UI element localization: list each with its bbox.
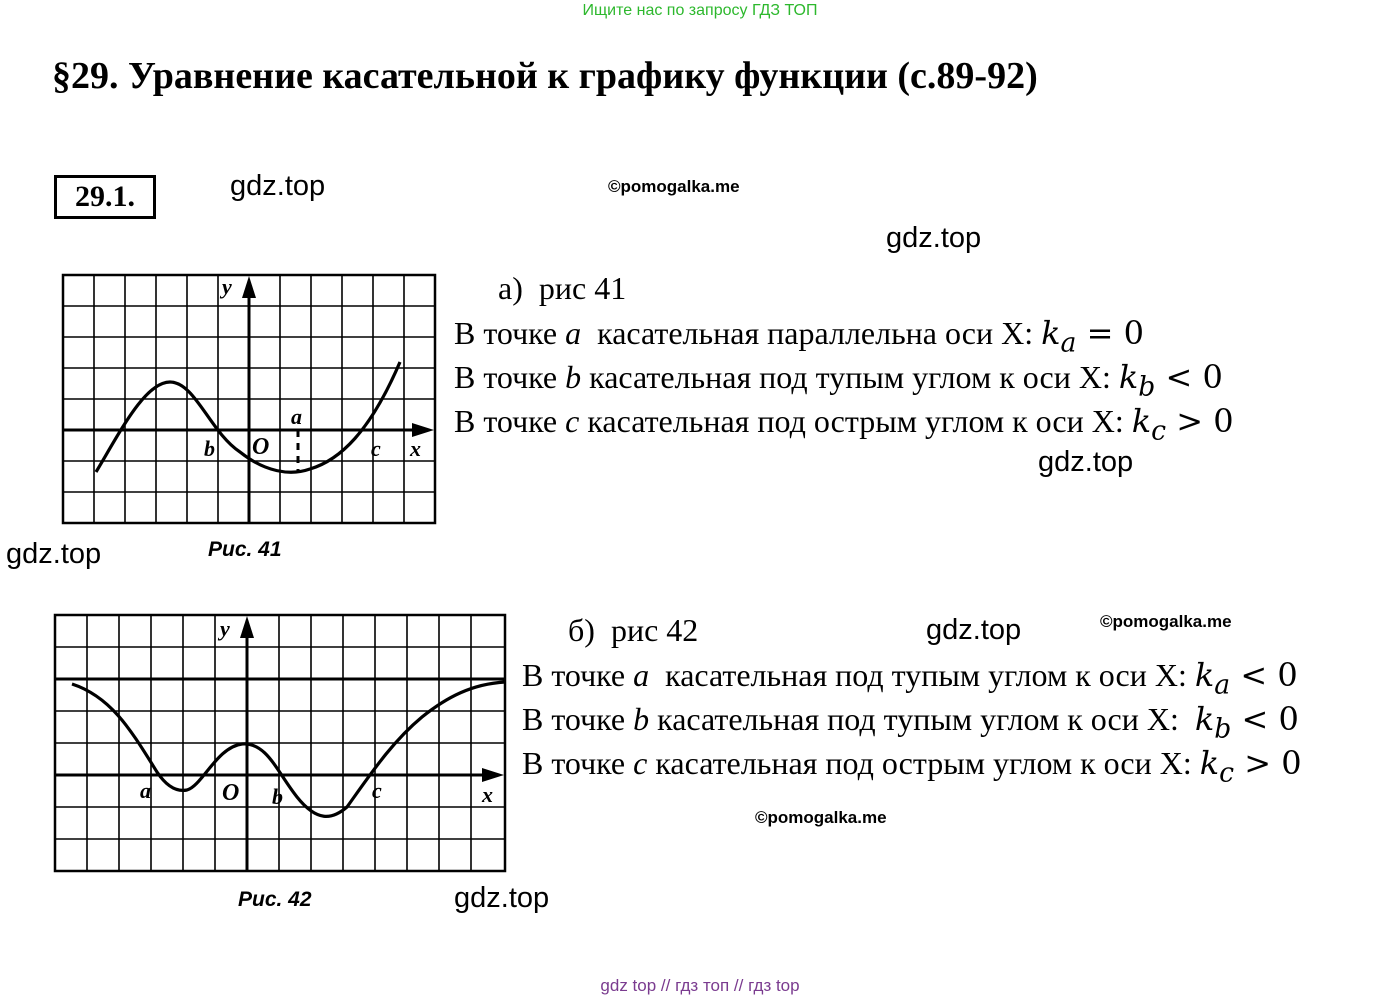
point-label: c — [565, 403, 580, 439]
top-banner[interactable]: Ищите нас по запросу ГДЗ ТОП — [582, 2, 818, 19]
point-b-label: b — [272, 784, 283, 809]
page-title: §29. Уравнение касательной к графику функции (с.89-92) — [52, 55, 1038, 97]
line-text: касательная под тупым углом к оси X: — [649, 657, 1195, 693]
part-b-line-2 — [522, 700, 1299, 744]
slope-relation: = 0 — [1076, 314, 1144, 352]
copyright: ©pomogalka.me — [755, 808, 887, 827]
y-axis-arrow — [240, 616, 254, 638]
part-a-letter: а) — [498, 270, 523, 306]
part-a-heading-text: рис 41 — [538, 270, 627, 306]
y-axis-label: y — [222, 274, 232, 299]
slope-k: k — [1194, 700, 1215, 738]
point-label: b — [633, 701, 650, 737]
slope-relation: > 0 — [1234, 744, 1302, 782]
line-prefix: В точке — [454, 315, 566, 351]
point-label: a — [565, 315, 582, 351]
y-axis-arrow — [242, 276, 256, 298]
watermark: gdz.top — [1038, 446, 1134, 478]
part-a-line-1 — [454, 314, 1144, 358]
footer-links[interactable]: gdz top // гдз топ // гдз top — [600, 976, 800, 995]
slope-k: k — [1199, 744, 1220, 782]
point-label: a — [633, 657, 650, 693]
line-text: касательная под острым углом к оси X: — [579, 403, 1132, 439]
figure-41 — [60, 272, 438, 528]
slope-relation: > 0 — [1166, 402, 1234, 440]
origin-label: O — [222, 780, 240, 806]
line-prefix: В точке — [454, 359, 566, 395]
part-b-line-1 — [522, 656, 1298, 700]
point-a-label: a — [291, 404, 302, 429]
part-a-line-3 — [454, 402, 1234, 446]
x-axis-arrow — [412, 423, 434, 437]
line-text: касательная под тупым углом к оси X: — [581, 359, 1119, 395]
point-label: b — [565, 359, 582, 395]
point-label: c — [633, 745, 648, 781]
watermark: gdz.top — [886, 222, 982, 254]
slope-relation: < 0 — [1155, 358, 1223, 396]
figure-41-caption: Рис. 41 — [208, 538, 282, 561]
line-prefix: В точке — [522, 657, 634, 693]
copyright: ©pomogalka.me — [608, 177, 740, 196]
watermark: gdz.top — [6, 538, 102, 570]
watermark: gdz.top — [230, 170, 326, 202]
slope-subscript: c — [1219, 757, 1235, 789]
point-c-label: c — [372, 778, 382, 803]
line-text: касательная под острым углом к оси X: — [647, 745, 1200, 781]
part-a-heading — [498, 270, 626, 307]
line-text: касательная параллельна оси X: — [581, 315, 1042, 351]
slope-subscript: a — [1214, 669, 1231, 701]
figure-42-caption: Рис. 42 — [238, 888, 312, 911]
point-b-label: b — [204, 436, 215, 461]
slope-k: k — [1118, 358, 1139, 396]
slope-subscript: b — [1138, 371, 1156, 403]
line-prefix: В точке — [522, 745, 634, 781]
copyright: ©pomogalka.me — [1100, 612, 1232, 631]
part-b-letter: б) — [568, 612, 595, 648]
x-axis-label: x — [482, 782, 493, 807]
problem-number: 29.1. — [54, 175, 156, 219]
slope-subscript: b — [1214, 713, 1232, 745]
line-prefix: В точке — [454, 403, 566, 439]
slope-relation: < 0 — [1231, 700, 1299, 738]
y-axis-label: y — [220, 616, 230, 641]
watermark: gdz.top — [926, 614, 1022, 646]
slope-relation: < 0 — [1230, 656, 1298, 694]
x-axis-label: x — [410, 436, 421, 461]
line-prefix: В точке — [522, 701, 634, 737]
slope-k: k — [1194, 656, 1215, 694]
figure-42 — [52, 612, 508, 874]
slope-subscript: c — [1151, 415, 1167, 447]
slope-k: k — [1041, 314, 1061, 352]
point-c-label: c — [371, 436, 381, 461]
slope-k: k — [1131, 402, 1152, 440]
point-a-label: a — [140, 778, 151, 803]
slope-subscript: a — [1060, 327, 1077, 359]
origin-label: O — [252, 434, 270, 460]
part-a-line-2 — [454, 358, 1223, 402]
watermark: gdz.top — [454, 882, 550, 914]
line-text: касательная под тупым углом к оси X: — [649, 701, 1195, 737]
part-b-line-3 — [522, 744, 1302, 788]
part-b-heading — [568, 612, 698, 649]
x-axis-arrow — [482, 768, 504, 782]
part-b-heading-text: рис 42 — [610, 612, 699, 648]
